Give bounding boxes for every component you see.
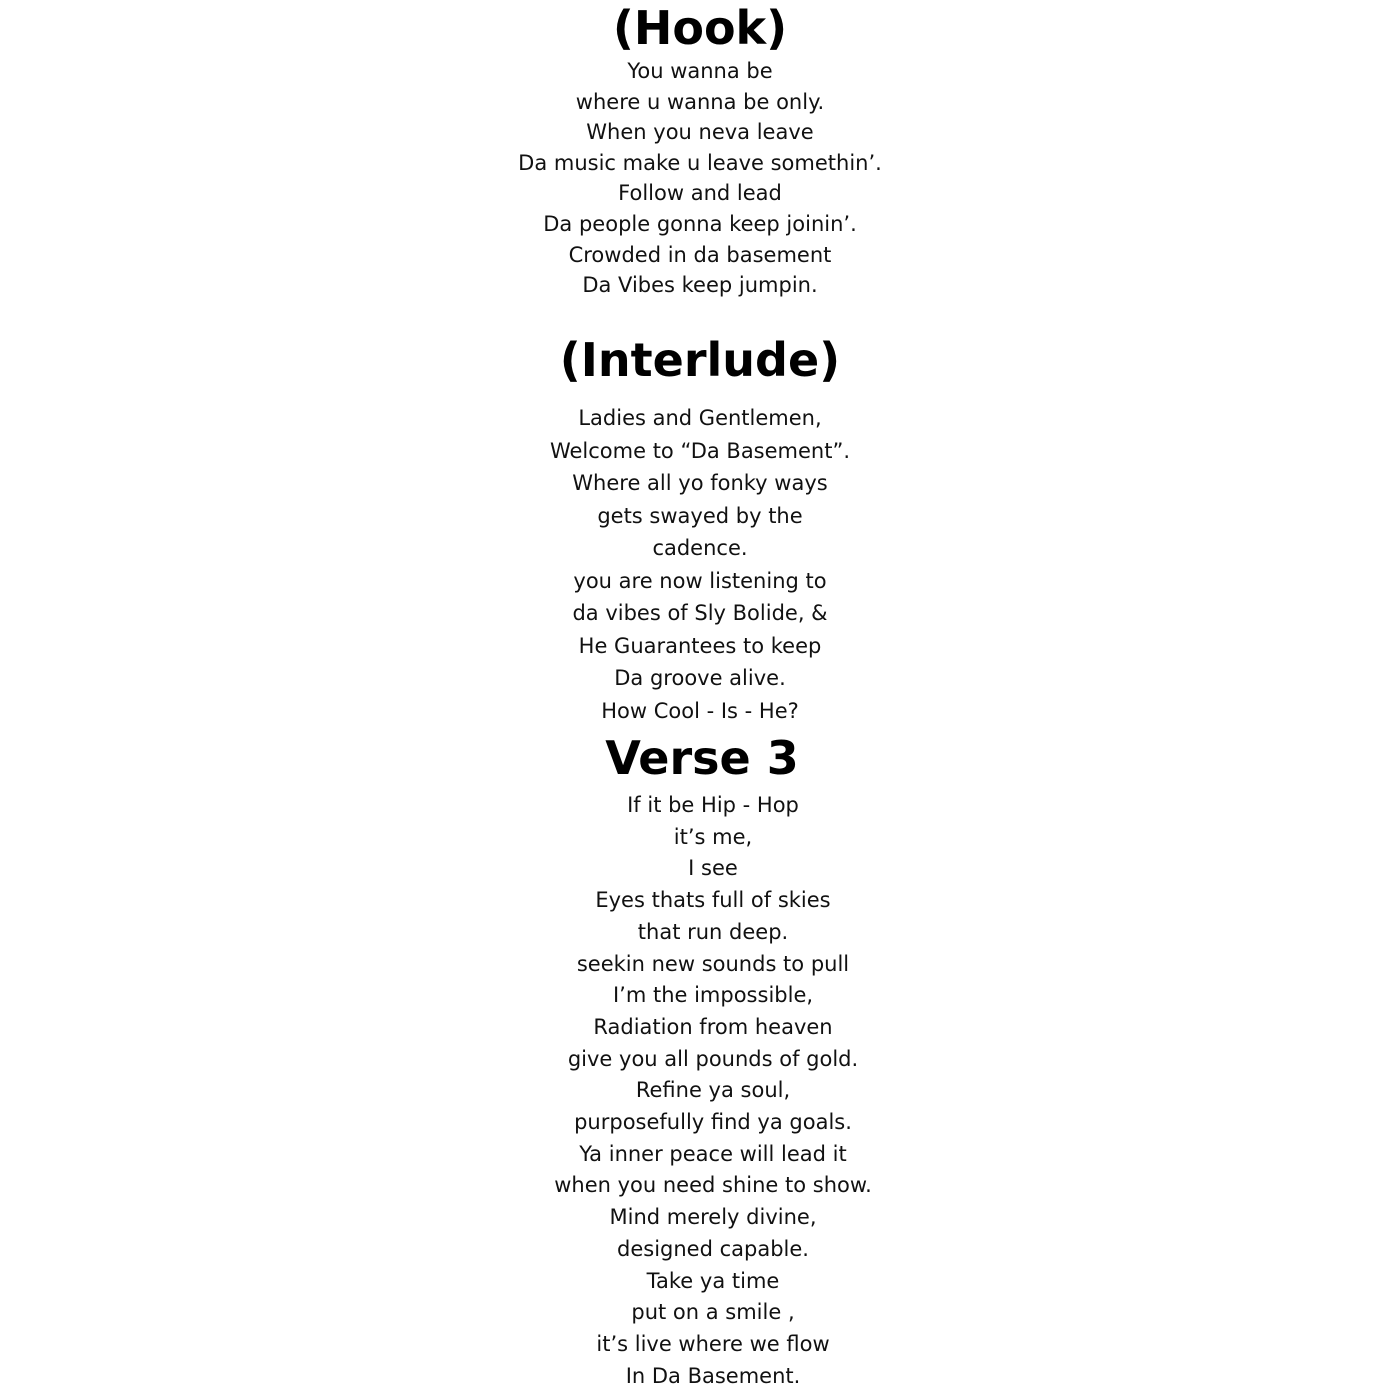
- lyric-line: How Cool - Is - He?: [601, 698, 799, 723]
- hook-section: [0, 2, 1400, 301]
- lyric-line: If it be Hip - Hop: [627, 793, 799, 817]
- hook-heading: (Hook): [612, 1, 788, 55]
- interlude-lines: [0, 402, 1400, 727]
- lyric-line: that run deep.: [637, 919, 789, 944]
- lyric-line: it’s live where we flow: [596, 1331, 830, 1356]
- verse-3-lines: [0, 790, 1400, 1392]
- lyric-line: You wanna be: [627, 59, 773, 83]
- lyric-line: Ya inner peace will lead it: [579, 1141, 847, 1166]
- lyric-line: Welcome to “Da Basement”.: [549, 438, 851, 463]
- lyric-line: I’m the impossible,: [612, 983, 814, 1008]
- lyric-line: it’s me,: [673, 824, 753, 849]
- lyric-line: where u wanna be only.: [575, 89, 825, 114]
- lyric-line: Da Vibes keep jumpin.: [582, 273, 818, 298]
- lyric-line: Ladies and Gentlemen,: [578, 406, 822, 430]
- lyric-line: In Da Basement.: [625, 1363, 801, 1388]
- lyric-line: da vibes of Sly Bolide, &: [572, 601, 828, 625]
- lyric-line: When you neva leave: [586, 120, 814, 145]
- lyric-line: Follow and lead: [618, 181, 782, 206]
- lyric-line: give you all pounds of gold.: [567, 1046, 859, 1071]
- lyric-line: when you need shine to show.: [554, 1173, 872, 1198]
- lyric-line: He Guarantees to keep: [578, 633, 822, 658]
- lyric-line: Da music make u leave somethin’.: [518, 150, 882, 175]
- lyric-line: you are now listening to: [573, 568, 827, 593]
- verse-3-section: [0, 732, 1400, 1392]
- lyric-line: designed capable.: [617, 1236, 809, 1261]
- lyric-line: purposefully find ya goals.: [574, 1110, 852, 1135]
- lyric-line: put on a smile ,: [631, 1300, 795, 1325]
- lyric-line: Where all yo fonky ways: [572, 471, 828, 495]
- lyric-line: Mind merely divine,: [609, 1205, 817, 1230]
- lyric-line: cadence.: [652, 536, 748, 560]
- lyric-line: Take ya time: [646, 1268, 780, 1293]
- lyric-line: Refine ya soul,: [635, 1078, 791, 1103]
- lyric-line: Eyes thats full of skies: [595, 888, 831, 913]
- interlude-section: [0, 334, 1400, 727]
- interlude-heading: (Interlude): [559, 333, 841, 387]
- lyric-line: Radiation from heaven: [593, 1014, 833, 1039]
- lyric-line: gets swayed by the: [597, 503, 803, 528]
- lyric-line: Da people gonna keep joinin’.: [543, 211, 857, 236]
- hook-lines: [0, 56, 1400, 301]
- verse-3-heading: Verse 3: [605, 731, 799, 785]
- lyric-line: seekin new sounds to pull: [576, 951, 850, 976]
- lyric-line: Da groove alive.: [614, 666, 786, 690]
- lyric-line: Crowded in da basement: [568, 242, 832, 267]
- lyric-line: I see: [688, 856, 738, 881]
